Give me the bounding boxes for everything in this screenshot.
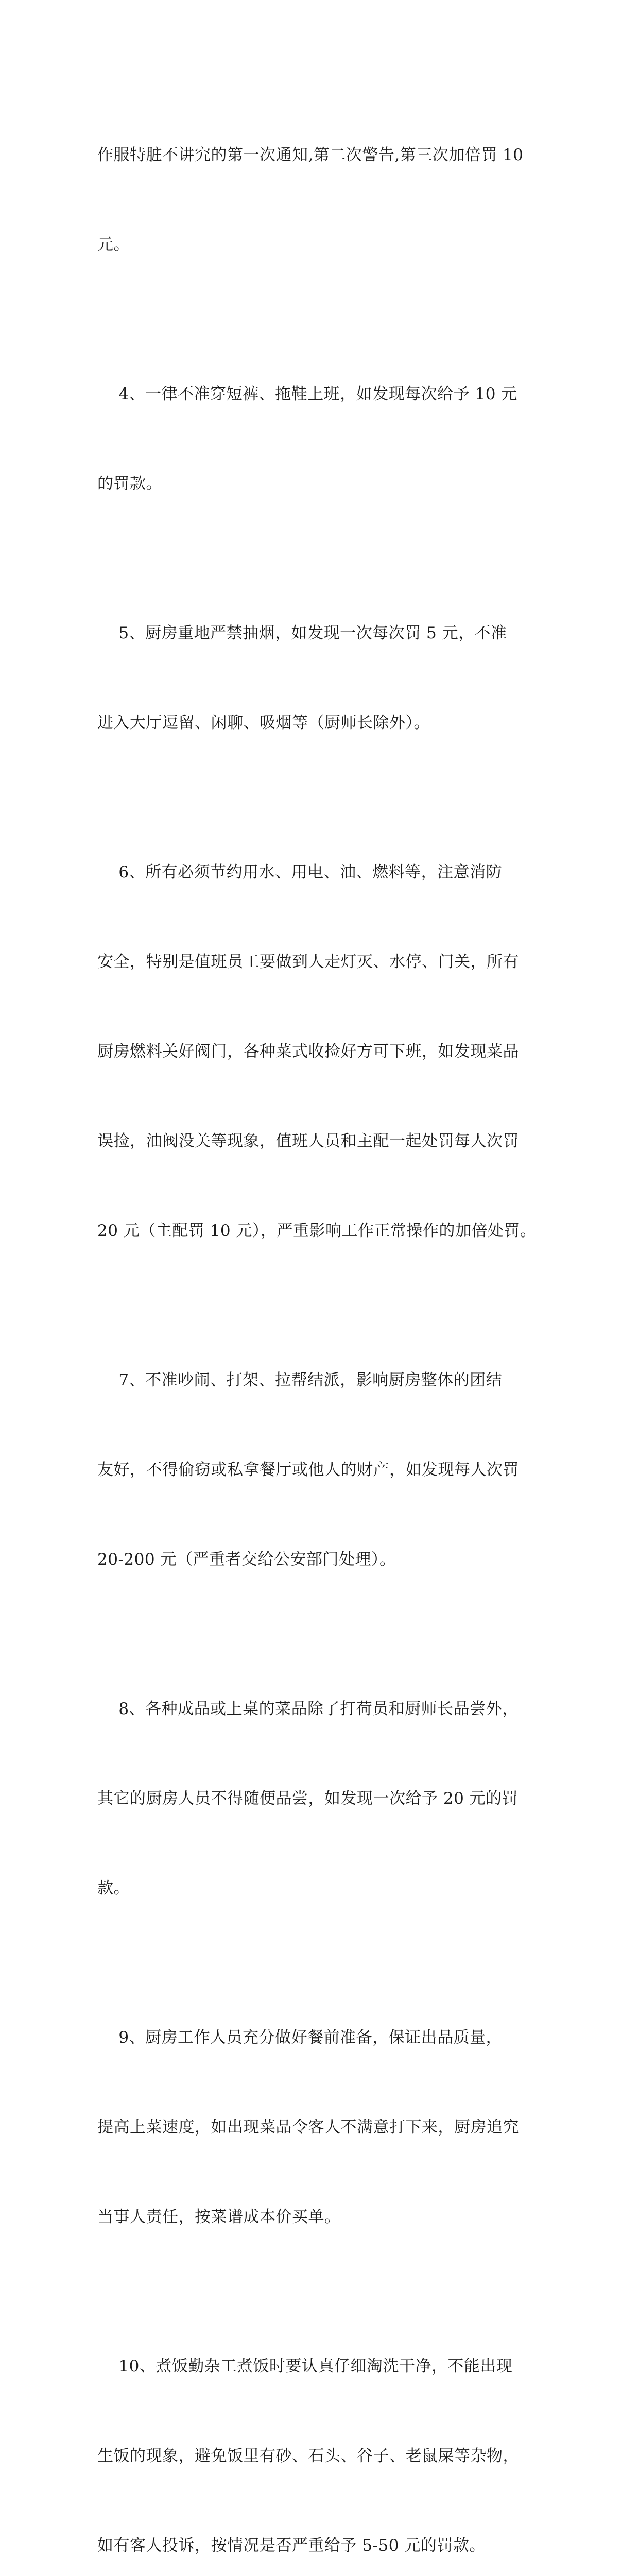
paragraph-7	[97, 1306, 550, 1634]
text-line: 元。	[97, 235, 130, 254]
text-line: 款。	[97, 1879, 130, 1897]
paragraph-3-continued	[97, 80, 550, 319]
text-line: 6、所有必须节约用水、用电、油、燃料等，注意消防	[97, 863, 503, 882]
text-line: 20-200 元（严重者交给公安部门处理）。	[97, 1550, 396, 1569]
paragraph-9	[97, 1963, 550, 2292]
text-line: 5、厨房重地严禁抽烟，如发现一次每次罚 5 元，不准	[97, 624, 507, 642]
text-line: 当事人责任，按菜谱成本价买单。	[97, 2208, 341, 2226]
text-line: 20 元（主配罚 10 元），严重影响工作正常操作的加倍处罚。	[97, 1222, 537, 1240]
text-line: 安全，特别是值班员工要做到人走灯灭、水停、门关，所有	[97, 953, 519, 971]
text-line: 4、一律不准穿短裤、拖鞋上班，如发现每次给予 10 元	[97, 385, 517, 403]
paragraph-8	[97, 1634, 550, 1963]
text-line: 8、各种成品或上桌的菜品除了打荷员和厨师长品尝外，	[97, 1700, 519, 1718]
paragraph-6	[97, 798, 550, 1306]
paragraph-4	[97, 319, 550, 558]
text-line: 的罚款。	[97, 474, 162, 493]
text-line: 9、厨房工作人员充分做好餐前准备，保证出品质量，	[97, 2028, 503, 2047]
paragraph-10	[97, 2292, 550, 2576]
text-line: 7、不准吵闹、打架、拉帮结派，影响厨房整体的团结	[97, 1371, 503, 1389]
paragraph-5	[97, 558, 550, 798]
text-line: 提高上菜速度，如出现菜品令客人不满意打下来，厨房追究	[97, 2118, 519, 2137]
text-line: 生饭的现象，避免饭里有砂、石头、谷子、老鼠屎等杂物，	[97, 2447, 519, 2465]
text-line: 误捡，油阀没关等现象，值班人员和主配一起处罚每人次罚	[97, 1132, 519, 1150]
text-line: 进入大厅逗留、闲聊、吸烟等（厨师长除外）。	[97, 714, 430, 732]
text-line: 作服特脏不讲究的第一次通知,第二次警告,第三次加倍罚 10	[97, 146, 524, 164]
document-body	[97, 80, 550, 2576]
text-line: 友好，不得偷窃或私拿餐厅或他人的财产，如发现每人次罚	[97, 1461, 519, 1479]
text-line: 厨房燃料关好阀门，各种菜式收捡好方可下班，如发现菜品	[97, 1042, 519, 1061]
text-line: 其它的厨房人员不得随便品尝，如发现一次给予 20 元的罚	[97, 1789, 519, 1808]
text-line: 如有客人投诉，按情况是否严重给予 5-50 元的罚款。	[97, 2536, 486, 2555]
text-line: 10、煮饭勤杂工煮饭时要认真仔细淘洗干净，不能出现	[97, 2357, 513, 2376]
